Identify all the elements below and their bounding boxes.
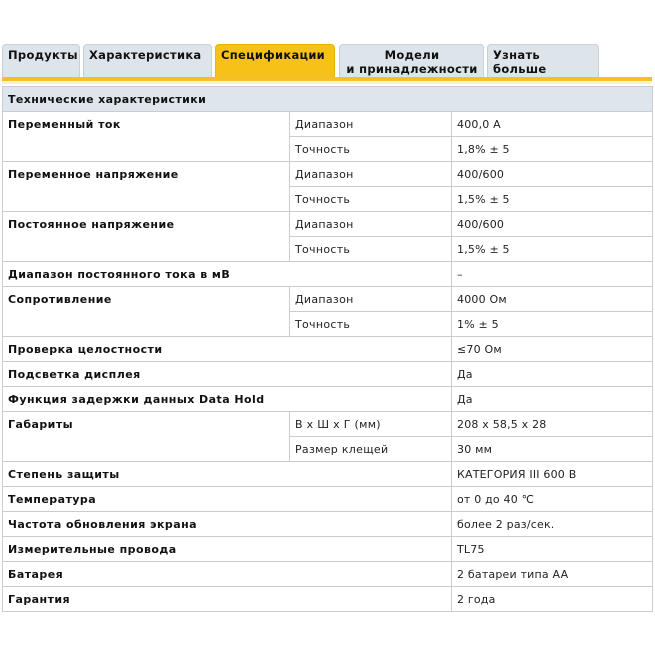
tab-models-accessories[interactable] bbox=[339, 44, 484, 78]
table-row bbox=[3, 562, 653, 587]
value: 2 батареи типа AA bbox=[452, 562, 653, 587]
sub-label: В x Ш x Г (мм) bbox=[290, 412, 452, 437]
table-row bbox=[3, 362, 653, 387]
table-row bbox=[3, 537, 653, 562]
underline-shadow bbox=[2, 81, 652, 84]
row-label-data-hold: Функция задержки данных Data Hold bbox=[3, 387, 452, 412]
row-label-dc-mv: Диапазон постоянного тока в мВ bbox=[3, 262, 452, 287]
value: – bbox=[452, 262, 653, 287]
specifications-table bbox=[2, 86, 653, 612]
value: 400,0 A bbox=[452, 112, 653, 137]
table-row bbox=[3, 487, 653, 512]
value: Да bbox=[452, 387, 653, 412]
value: 400/600 bbox=[452, 212, 653, 237]
row-label-backlight: Подсветка дисплея bbox=[3, 362, 452, 387]
row-label-ac-current: Переменный ток bbox=[3, 112, 290, 162]
table-row bbox=[3, 587, 653, 612]
value: 1% ± 5 bbox=[452, 312, 653, 337]
sub-label: Точность bbox=[290, 187, 452, 212]
tab-models-label-line2: и принадлежности bbox=[346, 62, 478, 76]
table-row bbox=[3, 462, 653, 487]
tab-specifications-label: Спецификации bbox=[221, 48, 326, 62]
row-label-ac-voltage: Переменное напряжение bbox=[3, 162, 290, 212]
table-row bbox=[3, 212, 653, 237]
table-title: Технические характеристики bbox=[3, 87, 653, 112]
tab-specifications[interactable] bbox=[215, 44, 335, 78]
table-row bbox=[3, 337, 653, 362]
row-label-temperature: Температура bbox=[3, 487, 452, 512]
value: 1,5% ± 5 bbox=[452, 187, 653, 212]
sub-label: Размер клещей bbox=[290, 437, 452, 462]
value: КАТЕГОРИЯ III 600 В bbox=[452, 462, 653, 487]
value: Да bbox=[452, 362, 653, 387]
table-header-row bbox=[3, 87, 653, 112]
tab-bar bbox=[2, 44, 652, 78]
sub-label: Точность bbox=[290, 137, 452, 162]
value: 1,8% ± 5 bbox=[452, 137, 653, 162]
value: TL75 bbox=[452, 537, 653, 562]
value: более 2 раз/сек. bbox=[452, 512, 653, 537]
value: 2 года bbox=[452, 587, 653, 612]
value: 400/600 bbox=[452, 162, 653, 187]
table-row bbox=[3, 262, 653, 287]
sub-label: Диапазон bbox=[290, 212, 452, 237]
value: 4000 Ом bbox=[452, 287, 653, 312]
sub-label: Диапазон bbox=[290, 287, 452, 312]
tab-products[interactable] bbox=[2, 44, 80, 78]
table-row bbox=[3, 412, 653, 437]
table-row bbox=[3, 512, 653, 537]
row-label-refresh-rate: Частота обновления экрана bbox=[3, 512, 452, 537]
table-row bbox=[3, 162, 653, 187]
table-row bbox=[3, 287, 653, 312]
value: 208 x 58,5 x 28 bbox=[452, 412, 653, 437]
tab-learn-more[interactable] bbox=[487, 44, 599, 78]
tab-products-label: Продукты bbox=[8, 48, 78, 62]
sub-label: Точность bbox=[290, 237, 452, 262]
tab-features[interactable] bbox=[83, 44, 212, 78]
sub-label: Диапазон bbox=[290, 112, 452, 137]
row-label-warranty: Гарантия bbox=[3, 587, 452, 612]
sub-label: Диапазон bbox=[290, 162, 452, 187]
tab-learn-more-label: Узнать больше bbox=[493, 48, 547, 76]
row-label-dc-voltage: Постоянное напряжение bbox=[3, 212, 290, 262]
table-row bbox=[3, 387, 653, 412]
table-row bbox=[3, 112, 653, 137]
value: ≤70 Ом bbox=[452, 337, 653, 362]
row-label-dimensions: Габариты bbox=[3, 412, 290, 462]
row-label-resistance: Сопротивление bbox=[3, 287, 290, 337]
tab-features-label: Характеристика bbox=[89, 48, 202, 62]
row-label-battery: Батарея bbox=[3, 562, 452, 587]
value: от 0 до 40 ℃ bbox=[452, 487, 653, 512]
row-label-continuity: Проверка целостности bbox=[3, 337, 452, 362]
row-label-test-leads: Измерительные провода bbox=[3, 537, 452, 562]
sub-label: Точность bbox=[290, 312, 452, 337]
row-label-protection: Степень защиты bbox=[3, 462, 452, 487]
tab-models-label-line1: Модели bbox=[384, 48, 440, 62]
value: 30 мм bbox=[452, 437, 653, 462]
value: 1,5% ± 5 bbox=[452, 237, 653, 262]
